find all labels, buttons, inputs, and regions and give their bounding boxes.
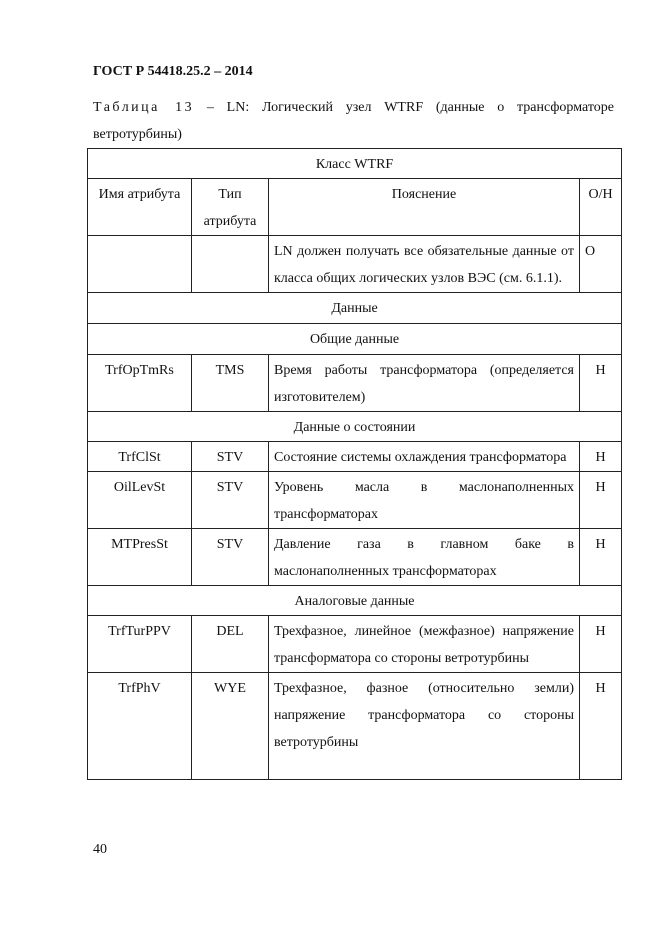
cell-description: Давление газа в главном баке в маслонаполненных трансформаторах	[269, 529, 580, 586]
cell-name: TrfTurPPV	[88, 616, 192, 673]
cell-om: Н	[580, 472, 622, 529]
section-row	[88, 586, 622, 616]
cell-type	[192, 236, 269, 293]
section-status: Данные о состоянии	[88, 412, 622, 442]
cell-description: Состояние системы охлаждения трансформатора	[269, 442, 580, 472]
section-data: Данные	[88, 293, 622, 324]
section-common: Общие данные	[88, 324, 622, 355]
cell-type: STV	[192, 529, 269, 586]
table-row	[88, 529, 622, 586]
cell-type: STV	[192, 472, 269, 529]
class-title-row	[88, 149, 622, 179]
caption-text: – LN: Логический узел WTRF (данные о трансформаторе ветротурбины)	[93, 100, 614, 142]
standard-designation: ГОСТ Р 54418.25.2 – 2014	[93, 64, 253, 79]
table-row	[88, 673, 622, 780]
cell-om: Н	[580, 529, 622, 586]
cell-om: Н	[580, 673, 622, 780]
section-row	[88, 412, 622, 442]
cell-type: STV	[192, 442, 269, 472]
cell-description: LN должен получать все обязательные данные от класса общих логических узлов ВЭС (см. 6.1.1).	[269, 236, 580, 293]
cell-description: Трехфазное, фазное (относительно земли) напряжение трансформатора со стороны ветротурбины	[269, 673, 580, 780]
cell-name: TrfOpTmRs	[88, 355, 192, 412]
cell-om: О	[580, 236, 622, 293]
header-type: Тип атрибута	[192, 179, 269, 236]
cell-om: Н	[580, 442, 622, 472]
table-row	[88, 236, 622, 293]
section-analog: Аналоговые данные	[88, 586, 622, 616]
cell-name: MTPresSt	[88, 529, 192, 586]
cell-type: TMS	[192, 355, 269, 412]
cell-om: Н	[580, 355, 622, 412]
ln-wtrf-table	[87, 148, 622, 780]
table-caption	[93, 94, 614, 148]
cell-description: Время работы трансформатора (определяется изготовителем)	[269, 355, 580, 412]
section-row	[88, 324, 622, 355]
section-row	[88, 293, 622, 324]
cell-name: OilLevSt	[88, 472, 192, 529]
cell-type: WYE	[192, 673, 269, 780]
table-row	[88, 472, 622, 529]
cell-name: TrfPhV	[88, 673, 192, 780]
cell-type: DEL	[192, 616, 269, 673]
cell-description: Уровень масла в маслонаполненных трансформаторах	[269, 472, 580, 529]
cell-om: Н	[580, 616, 622, 673]
table-row	[88, 442, 622, 472]
table-row	[88, 616, 622, 673]
class-title: Класс WTRF	[88, 149, 622, 179]
caption-label: Таблица 13	[93, 100, 195, 115]
page-number: 40	[93, 842, 107, 857]
cell-description: Трехфазное, линейное (межфазное) напряжение трансформатора со стороны ветротурбины	[269, 616, 580, 673]
cell-name	[88, 236, 192, 293]
header-om: О/Н	[580, 179, 622, 236]
header-description: Пояснение	[269, 179, 580, 236]
cell-name: TrfClSt	[88, 442, 192, 472]
header-name: Имя атрибута	[88, 179, 192, 236]
header-row	[88, 179, 622, 236]
table-row	[88, 355, 622, 412]
